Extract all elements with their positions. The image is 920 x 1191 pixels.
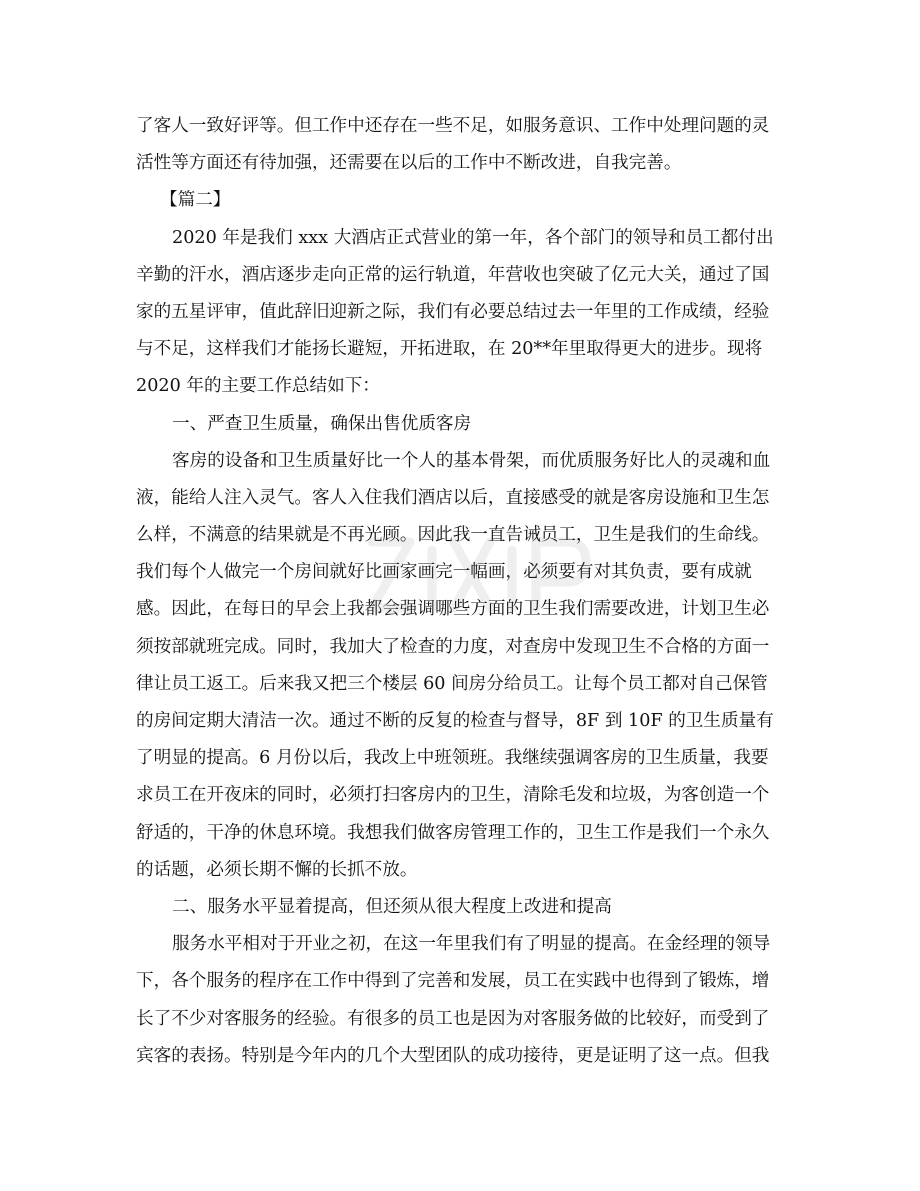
document-page xyxy=(136,108,788,1075)
text-line: 2020 年的主要工作总结如下： xyxy=(136,376,380,397)
section-tag: 【篇二】 xyxy=(160,190,231,211)
text-line: 么样，不满意的结果就是不再光顾。因此我一直告诫员工，卫生是我们的生命线。 xyxy=(136,525,770,546)
paragraph-intro xyxy=(136,108,788,182)
text-line: 的话题，必须长期不懈的长抓不放。 xyxy=(136,859,418,880)
text-line: 客房的设备和卫生质量好比一个人的基本骨架，而优质服务好比人的灵魂和血 xyxy=(172,450,771,471)
section-heading-1: 一、严查卫生质量，确保出售优质客房 xyxy=(172,413,472,434)
paragraph-2 xyxy=(136,443,788,889)
text-line: 的房间定期大清洁一次。通过不断的反复的检查与督导，8F 到 10F 的卫生质量有 xyxy=(136,711,774,731)
text-line: 2020 年是我们 xxx 大酒店正式营业的第一年，各个部门的领导和员工都付出 xyxy=(172,227,774,248)
text-line: 求员工在开夜床的同时，必须打扫客房内的卫生，清除毛发和垃圾，为客创造一个 xyxy=(136,785,770,806)
section-heading-2: 二、服务水平显着提高，但还须从很大程度上改进和提高 xyxy=(172,896,612,917)
text-line: 下，各个服务的程序在工作中得到了完善和发展，员工在实践中也得到了锻炼，增 xyxy=(136,971,770,992)
text-line: 与不足，这样我们才能扬长避短，开拓进取，在 20**年里取得更大的进步。现将 xyxy=(136,339,763,360)
text-line: 律让员工返工。后来我又把三个楼层 60 间房分给员工。让每个员工都对自己保管 xyxy=(136,673,768,694)
text-line: 了客人一致好评等。但工作中还存在一些不足，如服务意识、工作中处理问题的灵 xyxy=(136,116,770,136)
text-line: 家的五星评审，值此辞旧迎新之际，我们有必要总结过去一年里的工作成绩，经验 xyxy=(136,301,770,322)
text-line: 须按部就班完成。同时，我加大了检查的力度，对查房中发现卫生不合格的方面一 xyxy=(136,636,770,657)
text-line: 长了不少对客服务的经验。有很多的员工也是因为对客服务做的比较好，而受到了 xyxy=(136,1008,770,1029)
text-line: 了明显的提高。6 月份以后，我改上中班领班。我继续强调客房的卫生质量，我要 xyxy=(136,748,769,769)
text-line: 服务水平相对于开业之初，在这一年里我们有了明显的提高。在金经理的领导 xyxy=(172,934,771,955)
text-line: 活性等方面还有待加强，还需要在以后的工作中不断改进，自我完善。 xyxy=(136,153,682,174)
text-line: 宾客的表扬。特别是今年内的几个大型团队的成功接待，更是证明了这一点。但我 xyxy=(136,1045,770,1066)
paragraph-1 xyxy=(136,220,788,406)
text-line: 我们每个人做完一个房间就好比画家画完一幅画，必须要有对其负责，要有成就 xyxy=(136,562,752,583)
text-line: 液，能给人注入灵气。客人入住我们酒店以后，直接感受的就是客房设施和卫生怎 xyxy=(136,487,770,508)
text-line: 辛勤的汗水，酒店逐步走向正常的运行轨道，年营收也突破了亿元大关，通过了国 xyxy=(136,264,770,285)
text-line: 舒适的，干净的休息环境。我想我们做客房管理工作的，卫生工作是我们一个永久 xyxy=(136,822,770,843)
paragraph-3 xyxy=(136,926,788,1075)
text-line: 感。因此，在每日的早会上我都会强调哪些方面的卫生我们需要改进，计划卫生必 xyxy=(136,599,770,620)
